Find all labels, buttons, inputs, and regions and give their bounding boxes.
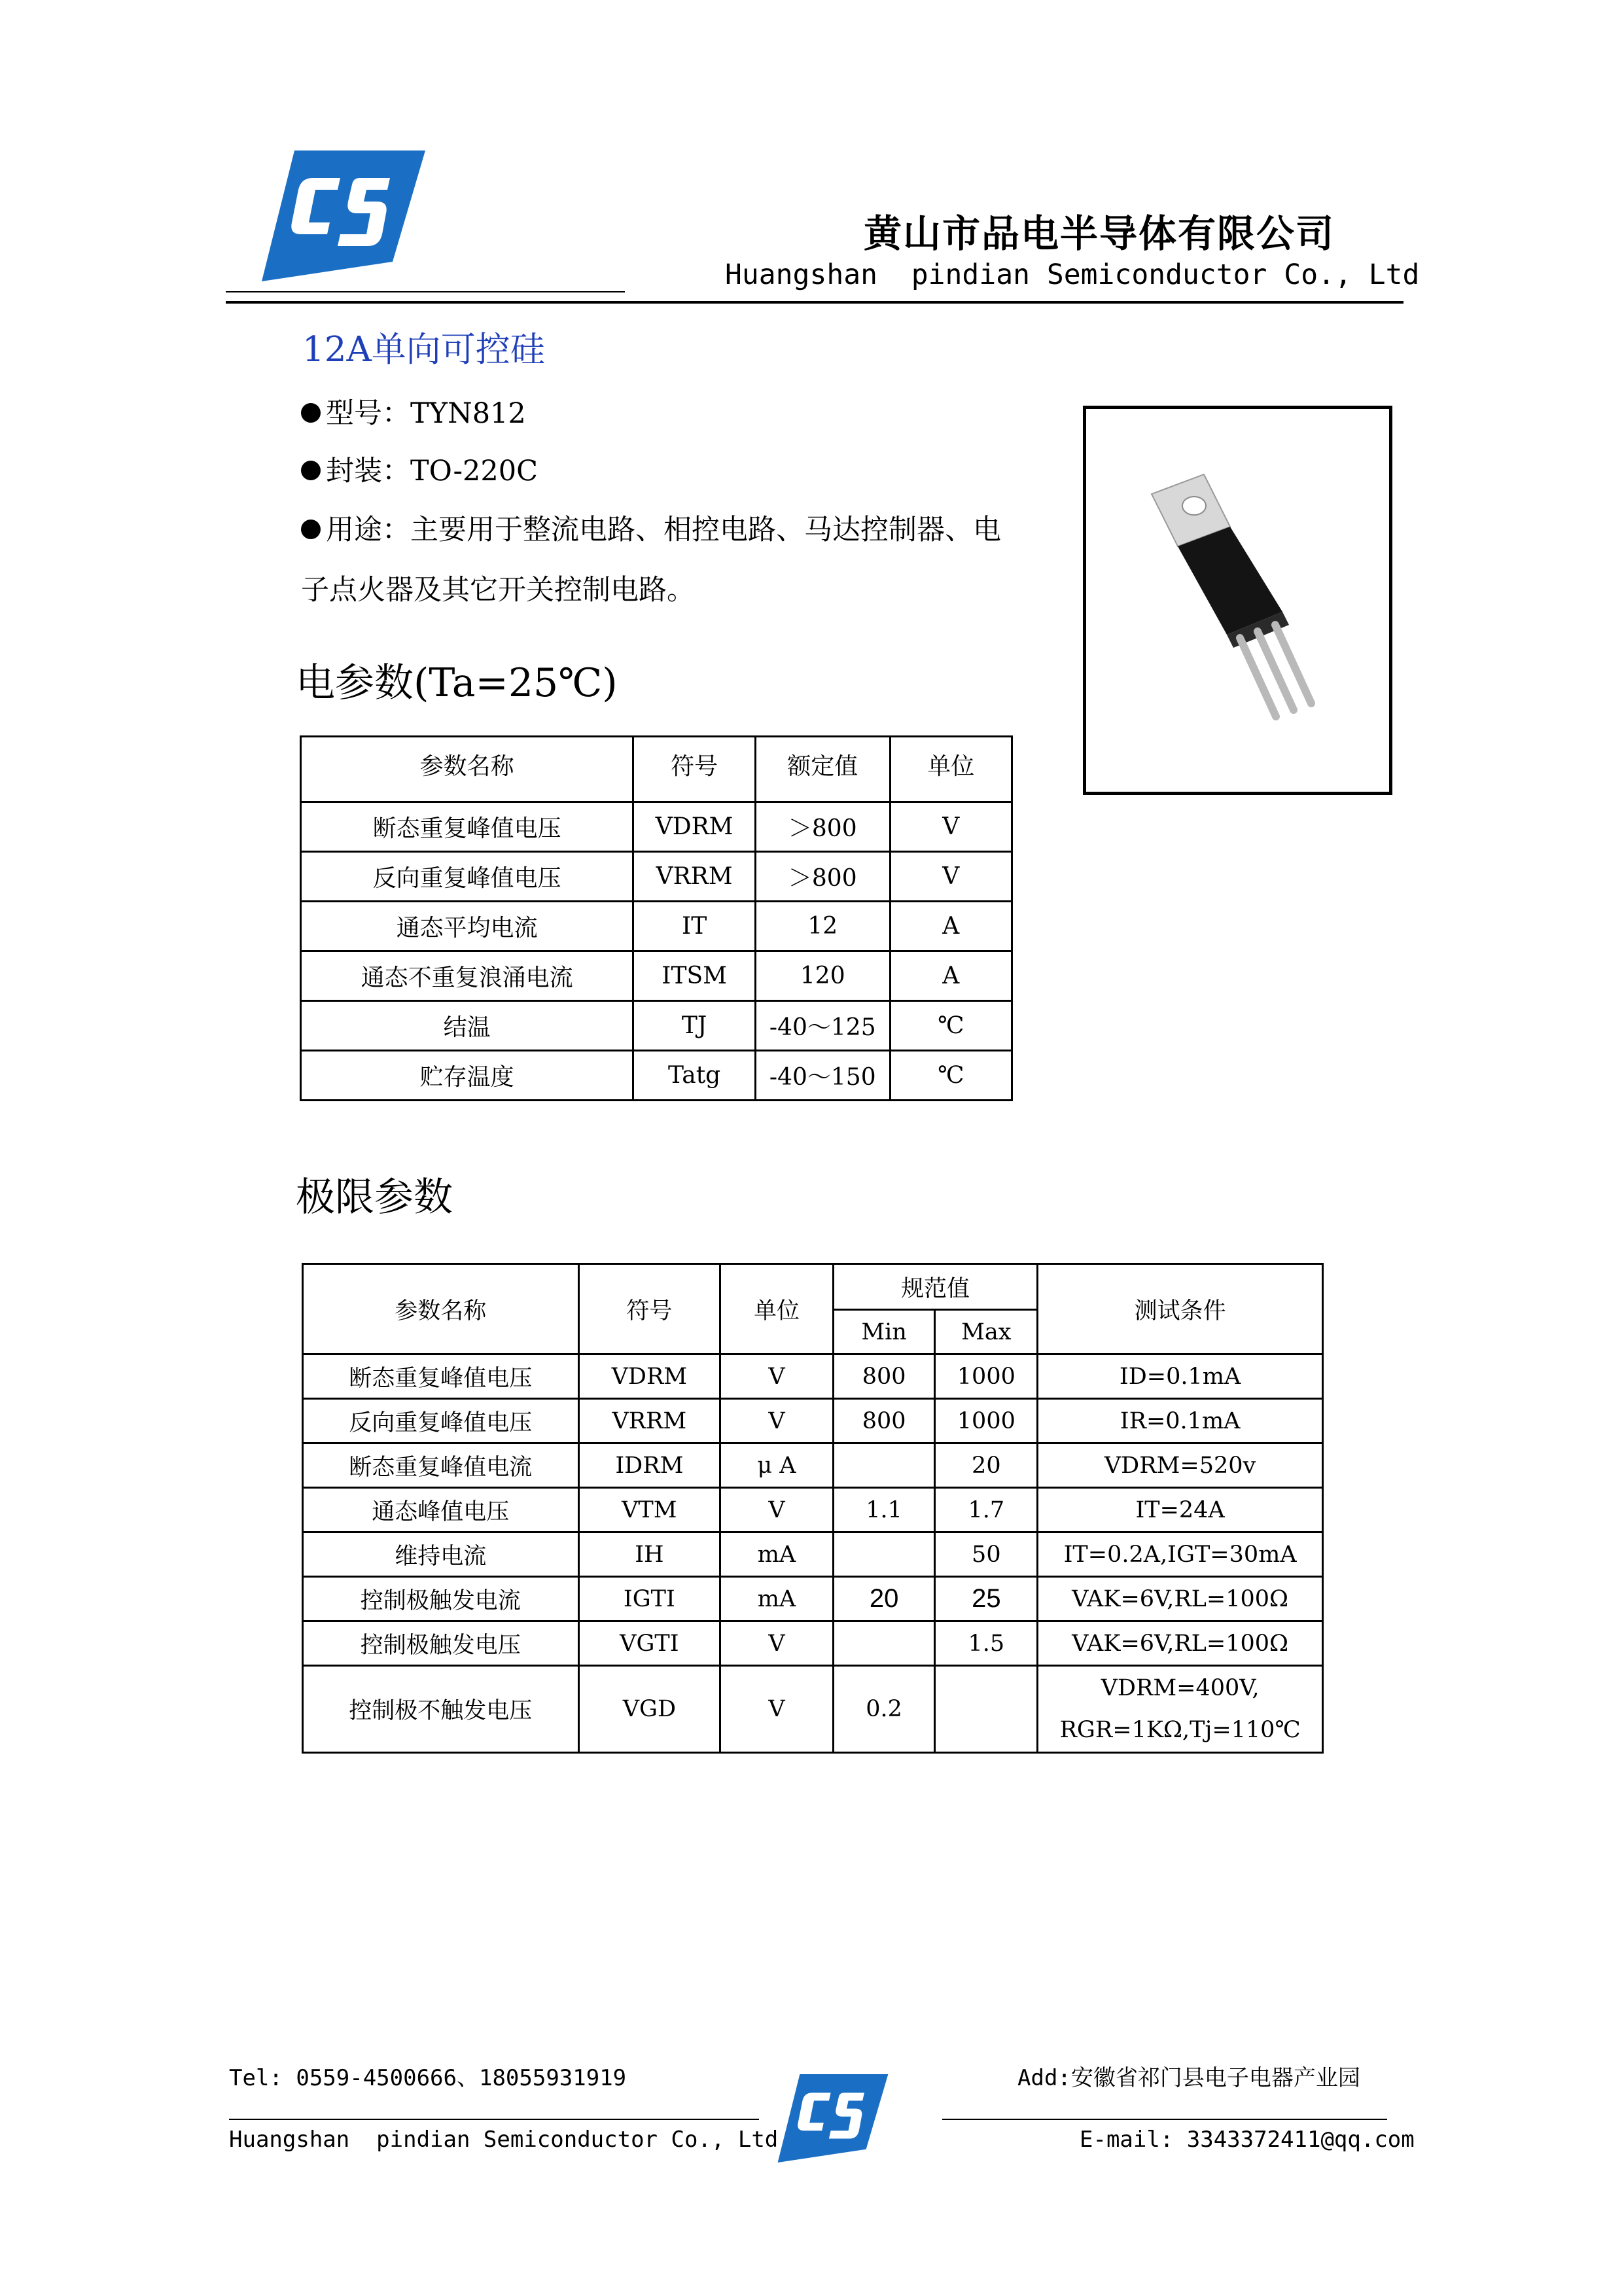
- param-unit: V: [890, 852, 1012, 902]
- header-cell: 测试条件: [1038, 1264, 1323, 1354]
- param-min: 0.2: [833, 1666, 935, 1753]
- param-symbol: VRRM: [578, 1399, 720, 1443]
- param-unit: mA: [720, 1532, 834, 1577]
- company-name-en: Huangshan pindian Semiconductor Co., Ltd: [725, 258, 1420, 291]
- footer-company-en: Huangshan pindian Semiconductor Co., Ltd: [229, 2127, 779, 2153]
- company-logo-icon: [262, 150, 425, 281]
- limits-params-table: [302, 1263, 1324, 1754]
- param-condition: IT=24A: [1038, 1488, 1323, 1532]
- param-unit: V: [890, 802, 1012, 852]
- header-cell: 符号: [633, 737, 756, 802]
- param-name: 通态平均电流: [301, 902, 633, 951]
- param-unit: mA: [720, 1577, 834, 1621]
- param-value: -40～125: [756, 1001, 891, 1051]
- package-line: [301, 449, 538, 489]
- param-symbol: VGTI: [578, 1621, 720, 1666]
- param-name: 断态重复峰值电压: [301, 802, 633, 852]
- param-value: -40～150: [756, 1051, 891, 1101]
- header-cell: 参数名称: [301, 737, 633, 802]
- param-max: 25: [935, 1577, 1038, 1621]
- param-min: [833, 1621, 935, 1666]
- param-name: 断态重复峰值电压: [303, 1354, 579, 1399]
- param-symbol: IT: [633, 902, 756, 951]
- bullet-icon: [301, 403, 321, 423]
- table-row: [303, 1399, 1323, 1443]
- package-label: 封装：: [326, 455, 410, 487]
- param-max: 1.7: [935, 1488, 1038, 1532]
- condition-line-2: RGR=1KΩ,Tj=110℃: [1059, 1717, 1301, 1743]
- param-unit: V: [720, 1488, 834, 1532]
- param-name: 反向重复峰值电压: [303, 1399, 579, 1443]
- param-condition: IR=0.1mA: [1038, 1399, 1323, 1443]
- product-title: 12A单向可控硅: [302, 330, 545, 370]
- param-unit: V: [720, 1621, 834, 1666]
- to220-transistor-icon: [1086, 409, 1389, 792]
- company-name-cn: 黄山市品电半导体有限公司: [864, 211, 1335, 256]
- param-name: 控制极触发电流: [303, 1577, 579, 1621]
- footer-email: E-mail: 3343372411@qq.com: [1080, 2127, 1415, 2153]
- model-value: TYN812: [410, 397, 526, 430]
- param-symbol: TJ: [633, 1001, 756, 1051]
- param-min: 20: [833, 1577, 935, 1621]
- param-condition: VDRM=520v: [1038, 1443, 1323, 1488]
- footer-right-rule: [942, 2119, 1387, 2120]
- param-condition: VAK=6V,RL=100Ω: [1038, 1577, 1323, 1621]
- table-header-row: [303, 1264, 1323, 1310]
- table-row: [301, 1001, 1012, 1051]
- param-max: 1.5: [935, 1621, 1038, 1666]
- usage-label: 用途：: [326, 514, 410, 546]
- param-condition: VAK=6V,RL=100Ω: [1038, 1621, 1323, 1666]
- table-row: [301, 1051, 1012, 1101]
- param-unit: ℃: [890, 1051, 1012, 1101]
- table-row: [303, 1577, 1323, 1621]
- param-unit: ℃: [890, 1001, 1012, 1051]
- header-left-thin-rule: [226, 291, 625, 292]
- param-symbol: VGD: [578, 1666, 720, 1753]
- table-row: [303, 1532, 1323, 1577]
- param-symbol: VTM: [578, 1488, 720, 1532]
- usage-line-2: 子点火器及其它开关控制电路。: [301, 574, 695, 607]
- param-unit: V: [720, 1354, 834, 1399]
- param-unit: A: [890, 902, 1012, 951]
- header-cell: 符号: [578, 1264, 720, 1354]
- footer-logo-icon: [777, 2074, 889, 2163]
- limits-section-title: 极限参数: [296, 1174, 453, 1220]
- param-max: 20: [935, 1443, 1038, 1488]
- header-cell: 规范值: [833, 1264, 1037, 1310]
- electrical-params-table: [300, 735, 1013, 1101]
- param-min: 1.1: [833, 1488, 935, 1532]
- param-name: 控制极触发电压: [303, 1621, 579, 1666]
- table-header-row: [301, 737, 1012, 802]
- condition-line-1: VDRM=400V,: [1101, 1675, 1260, 1701]
- param-name: 通态不重复浪涌电流: [301, 951, 633, 1001]
- param-min: [833, 1532, 935, 1577]
- param-min: [833, 1443, 935, 1488]
- param-name: 维持电流: [303, 1532, 579, 1577]
- param-unit: A: [890, 951, 1012, 1001]
- product-photo-frame: [1083, 406, 1392, 795]
- table-row: [303, 1354, 1323, 1399]
- table-row: [301, 802, 1012, 852]
- usage-line-1: [301, 508, 1001, 548]
- param-value: ＞800: [756, 852, 891, 902]
- header-divider: [226, 301, 1403, 304]
- footer-left-rule: [229, 2119, 759, 2120]
- bullet-icon: [301, 520, 321, 539]
- table-row: [303, 1666, 1323, 1753]
- header-cell: Max: [935, 1310, 1038, 1354]
- table-row: [303, 1443, 1323, 1488]
- param-unit: V: [720, 1666, 834, 1753]
- param-symbol: Tatg: [633, 1051, 756, 1101]
- param-value: 120: [756, 951, 891, 1001]
- table-row: [301, 902, 1012, 951]
- param-name: 断态重复峰值电流: [303, 1443, 579, 1488]
- header-cell: 单位: [890, 737, 1012, 802]
- param-symbol: IH: [578, 1532, 720, 1577]
- param-unit: V: [720, 1399, 834, 1443]
- header-cell: Min: [833, 1310, 935, 1354]
- param-max: 1000: [935, 1399, 1038, 1443]
- param-min: 800: [833, 1399, 935, 1443]
- param-symbol: VDRM: [633, 802, 756, 852]
- electrical-section-title: 电参数(Ta=25℃): [296, 660, 618, 706]
- header-cell: 单位: [720, 1264, 834, 1354]
- param-value: 12: [756, 902, 891, 951]
- package-value: TO-220C: [410, 455, 538, 487]
- param-value: ＞800: [756, 802, 891, 852]
- table-row: [303, 1621, 1323, 1666]
- header-cell: 额定值: [756, 737, 891, 802]
- footer-tel: Tel: 0559-4500666、18055931919: [229, 2065, 627, 2091]
- param-condition: [1038, 1666, 1323, 1753]
- param-max: 50: [935, 1532, 1038, 1577]
- param-name: 结温: [301, 1001, 633, 1051]
- param-max: [935, 1666, 1038, 1753]
- param-symbol: IGTI: [578, 1577, 720, 1621]
- model-line: [301, 391, 526, 431]
- param-condition: IT=0.2A,IGT=30mA: [1038, 1532, 1323, 1577]
- param-max: 1000: [935, 1354, 1038, 1399]
- param-symbol: VRRM: [633, 852, 756, 902]
- param-name: 反向重复峰值电压: [301, 852, 633, 902]
- param-name: 贮存温度: [301, 1051, 633, 1101]
- table-row: [301, 951, 1012, 1001]
- param-symbol: VDRM: [578, 1354, 720, 1399]
- param-symbol: ITSM: [633, 951, 756, 1001]
- bullet-icon: [301, 461, 321, 480]
- param-symbol: IDRM: [578, 1443, 720, 1488]
- param-min: 800: [833, 1354, 935, 1399]
- table-row: [303, 1488, 1323, 1532]
- model-label: 型号：: [326, 397, 410, 430]
- usage-text-1: 主要用于整流电路、相控电路、马达控制器、电: [410, 514, 1001, 546]
- footer-address: Add:安徽省祁门县电子电器产业园: [1017, 2065, 1360, 2091]
- table-row: [301, 852, 1012, 902]
- param-name: 通态峰值电压: [303, 1488, 579, 1532]
- param-unit: μ A: [720, 1443, 834, 1488]
- header-cell: 参数名称: [303, 1264, 579, 1354]
- param-name: 控制极不触发电压: [303, 1666, 579, 1753]
- param-condition: ID=0.1mA: [1038, 1354, 1323, 1399]
